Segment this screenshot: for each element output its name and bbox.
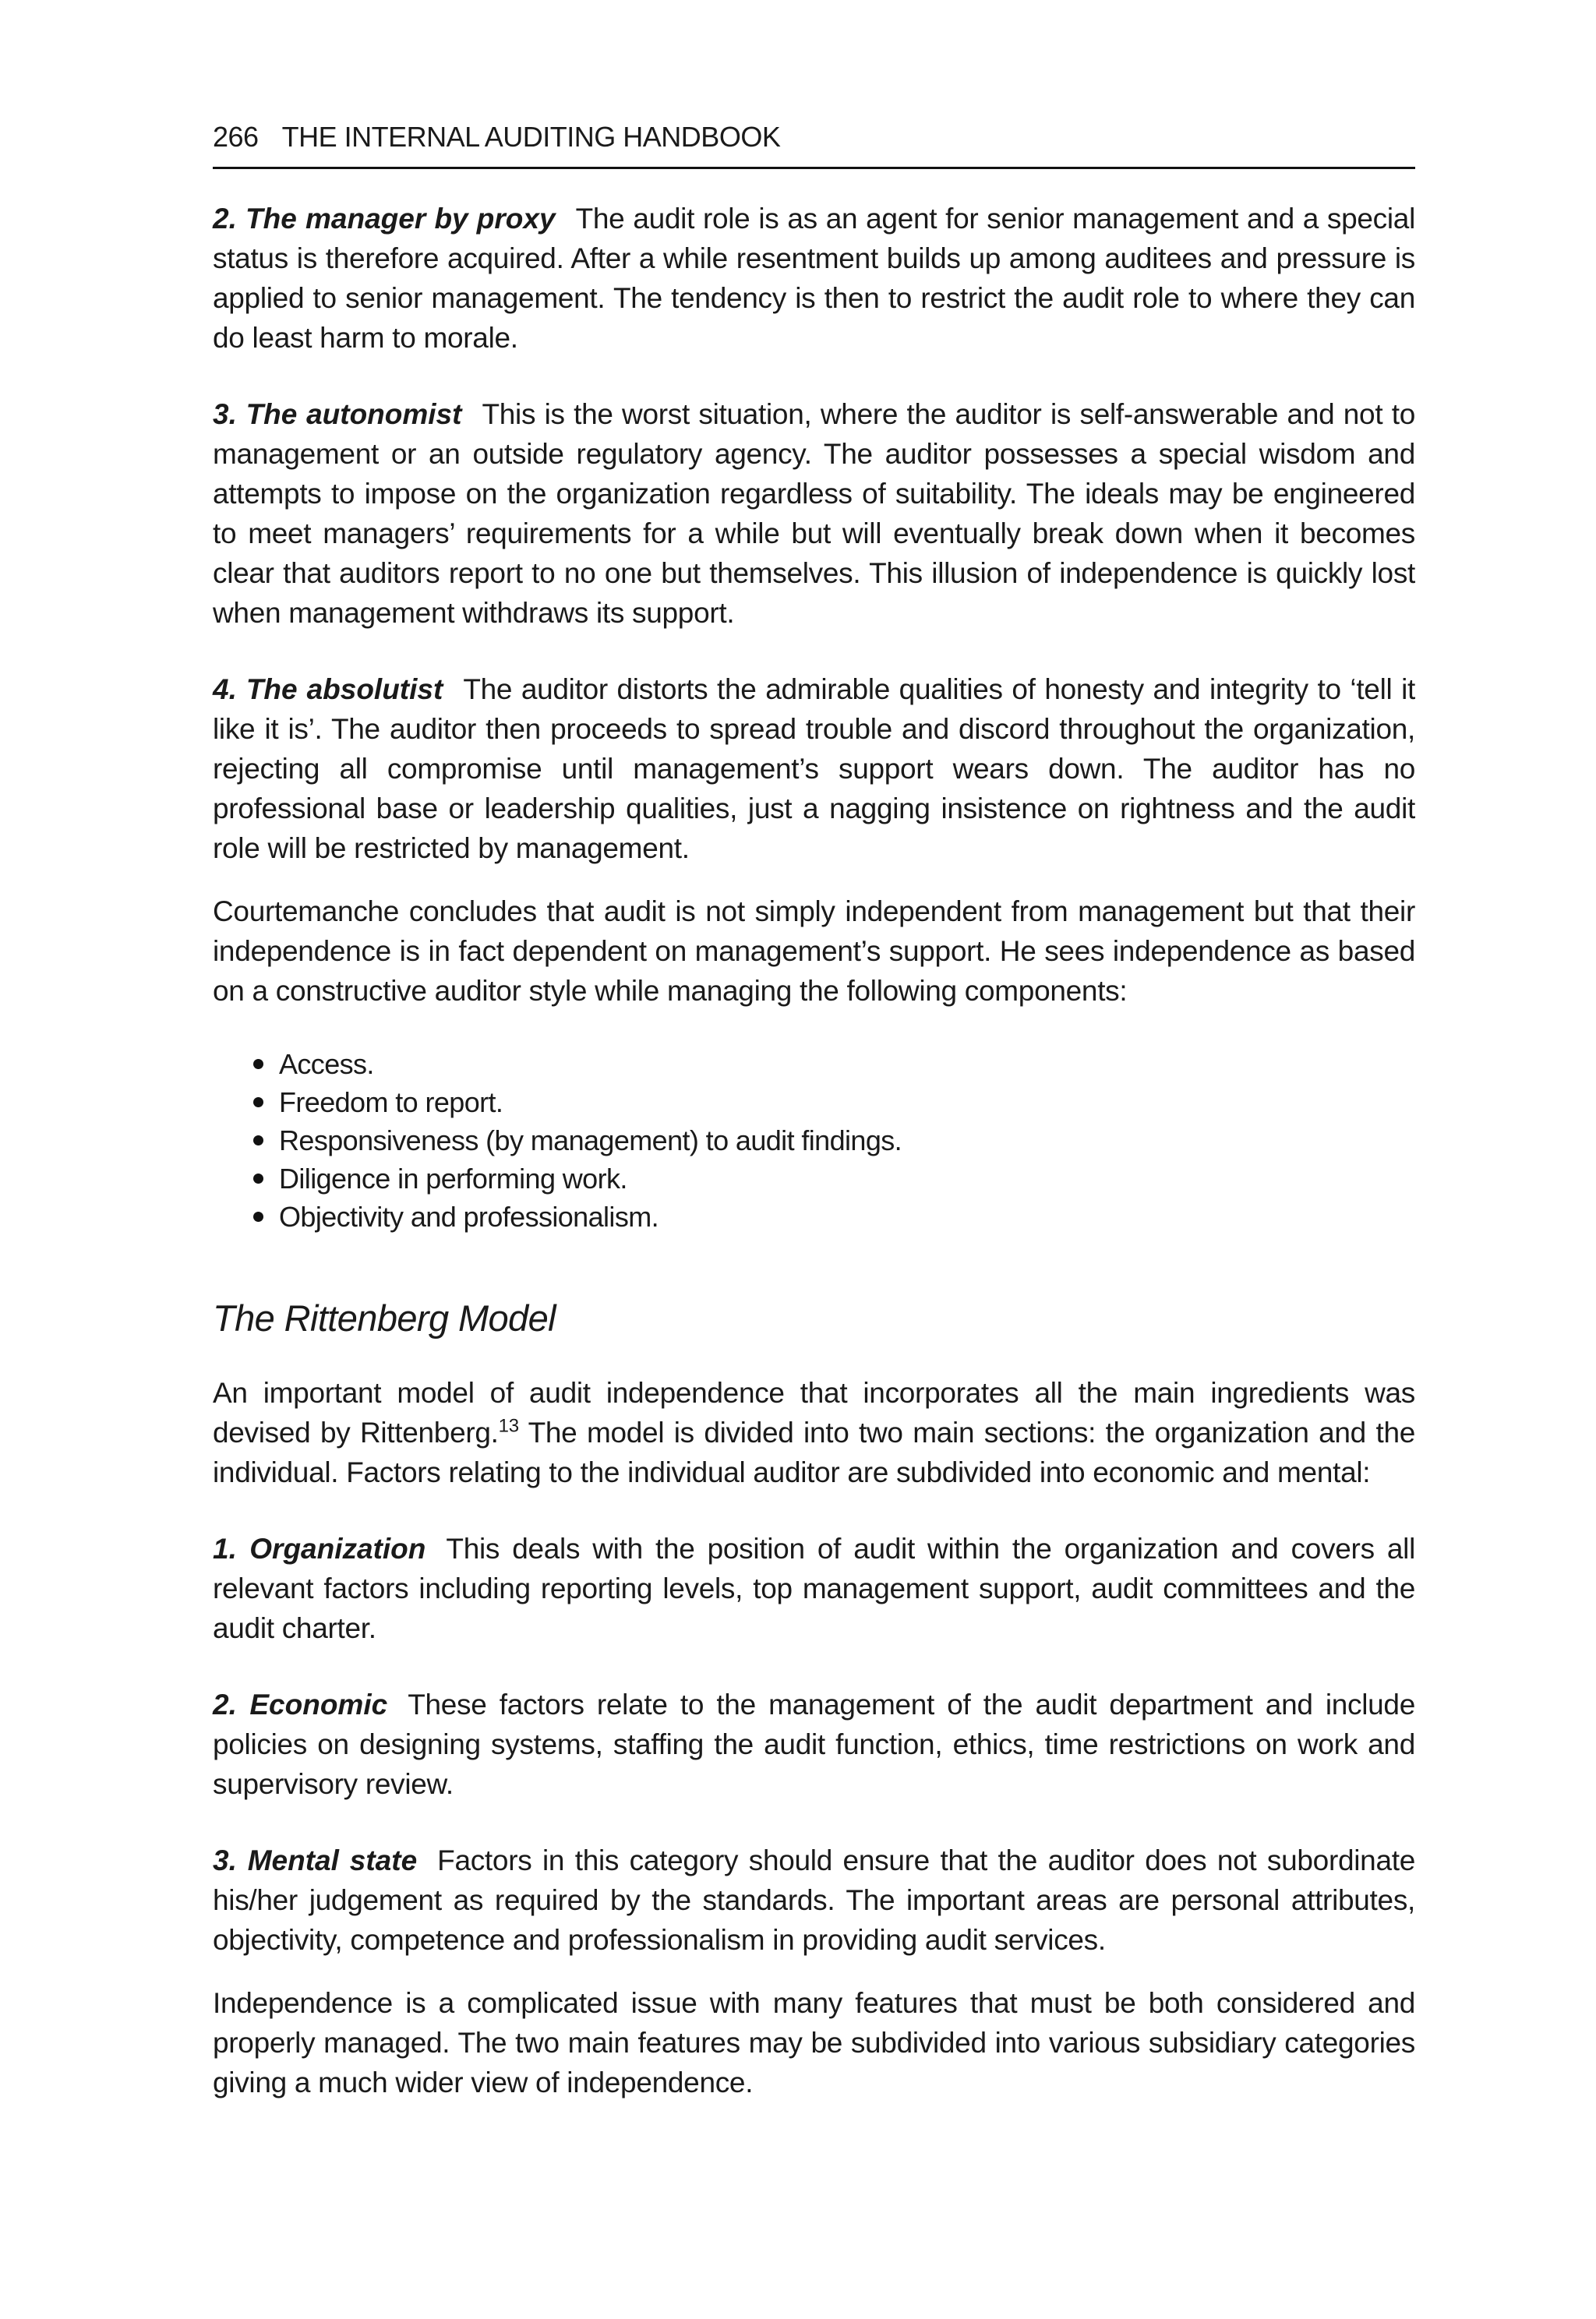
list-item-text: Freedom to report.	[279, 1086, 503, 1118]
style-paragraph-absolutist	[213, 669, 1415, 868]
running-head	[213, 118, 1415, 156]
header-rule	[213, 167, 1415, 169]
components-list	[213, 1045, 1415, 1236]
bullet-icon	[253, 1059, 263, 1069]
book-page	[213, 0, 1415, 2319]
factor-text: Factors in this category should ensure that the auditor does not subordinate his/her judgement as required by the standards. The important areas are personal attributes, objectivity, competence and professionalism in providing audit services.	[213, 1844, 1415, 1956]
factor-paragraph-organization	[213, 1529, 1415, 1648]
list-item-text: Diligence in performing work.	[279, 1163, 627, 1195]
closing-paragraph: Independence is a complicated issue with many features that must be both considered and properly managed. The two main features may be subdivided into various subsidiary categories giving a much wider view of independence.	[213, 1987, 1415, 2098]
list-item	[253, 1160, 1415, 1198]
style-text: The auditor distorts the admirable qualities of honesty and integrity to ‘tell it like it is’. The auditor then proceeds to spread trouble and discord throughout the organization, rejecting all compromise until management’s support wears down. The auditor has no professional base or leadership qualities, just a nagging insistence on rightness and the audit role will be restricted by management.	[213, 673, 1415, 864]
factor-text: This deals with the position of audit within the organization and covers all relevant factors including reporting levels, top management support, audit committees and the audit charter.	[213, 1533, 1415, 1644]
running-title: THE INTERNAL AUDITING HANDBOOK	[281, 121, 781, 153]
list-item	[253, 1198, 1415, 1236]
list-item	[253, 1121, 1415, 1160]
footnote-reference[interactable]: 13	[498, 1415, 519, 1437]
factor-text: These factors relate to the management of the audit department and include policies on designing systems, staffing the audit function, ethics, time restrictions on work and supervisory review.	[213, 1689, 1415, 1800]
bullet-icon	[253, 1212, 263, 1222]
factor-paragraph-mental-state	[213, 1841, 1415, 1960]
style-paragraph-autonomist	[213, 394, 1415, 633]
list-item-text: Access.	[279, 1048, 374, 1080]
section-title: The Rittenberg Model	[213, 1297, 556, 1339]
section-intro	[213, 1373, 1415, 1492]
list-item-text: Objectivity and professionalism.	[279, 1201, 659, 1233]
page-body	[213, 199, 1415, 2102]
page-number: 266	[213, 121, 259, 153]
style-lead: 2. The manager by proxy	[213, 203, 556, 235]
factor-lead: 1. Organization	[213, 1533, 426, 1565]
style-text: The audit role is as an agent for senior management and a special status is therefore acquired. After a while resentment builds up among auditees and pressure is applied to senior management. The tendency is then to restrict the audit role to where they can do least harm to morale.	[213, 203, 1415, 354]
list-item	[253, 1083, 1415, 1121]
bullet-icon	[253, 1097, 263, 1107]
factor-paragraph-economic	[213, 1685, 1415, 1804]
list-item-text: Responsiveness (by management) to audit findings.	[279, 1124, 902, 1156]
intro-text-after: The model is divided into two main sections: the organization and the individual. Factors relating to the individual auditor are subdivided into economic and mental:	[213, 1417, 1416, 1488]
bullet-icon	[253, 1135, 263, 1145]
conclusion-paragraph: Courtemanche concludes that audit is not simply independent from management but that their independence is in fact dependent on management’s support. He sees independence as based on a constructive auditor style while managing the following components:	[213, 895, 1415, 1007]
style-lead: 4. The absolutist	[213, 673, 443, 705]
factor-lead: 2. Economic	[213, 1689, 388, 1721]
factor-lead: 3. Mental state	[213, 1844, 418, 1876]
style-paragraph-manager-by-proxy	[213, 199, 1415, 358]
list-item	[253, 1045, 1415, 1083]
style-lead: 3. The autonomist	[213, 398, 462, 430]
style-text: This is the worst situation, where the auditor is self-answerable and not to management or an outside regulatory agency. The auditor possesses a special wisdom and attempts to impose on the organization regardless of suitability. The ideals may be engineered to meet managers’ requirements for a while but will eventually break down when it becomes clear that auditors report to no one but themselves. This illusion of independence is quickly lost when management withdraws its support.	[213, 398, 1415, 629]
bullet-icon	[253, 1174, 263, 1184]
intro-text-before: An important model of audit independence that incorporates all the main ingredients was devised by Rittenberg.	[213, 1377, 1415, 1449]
